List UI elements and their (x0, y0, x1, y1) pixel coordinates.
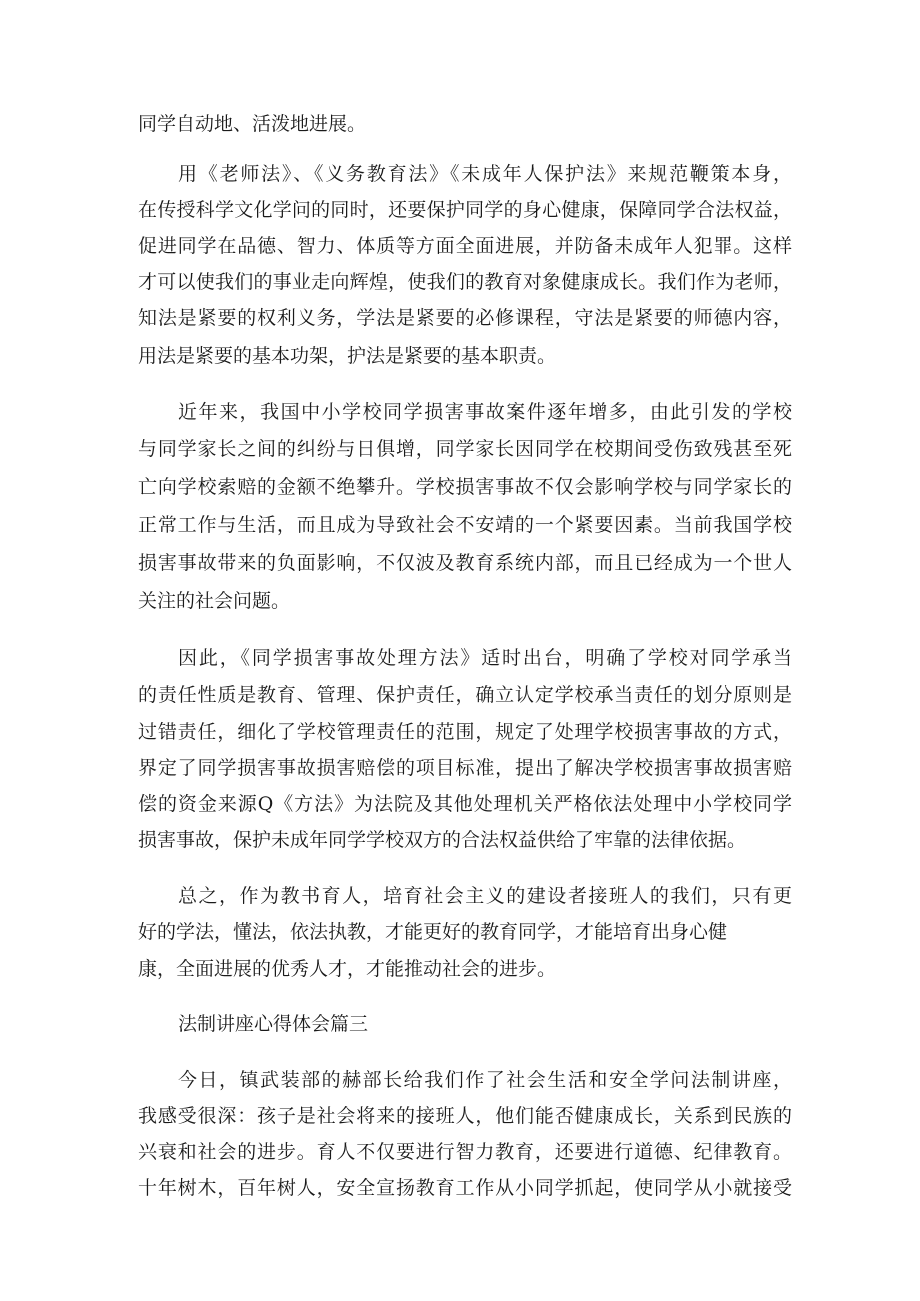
paragraph-line: 才可以使我们的事业走向辉煌，使我们的教育对象健康成长。我们作为老师， (138, 271, 792, 293)
paragraph-line: 界定了同学损害事故损害赔偿的项目标准，提出了解决学校损害事故损害赔 (138, 757, 792, 779)
paragraph-line: 的责任性质是教育、管理、保护责任，确立认定学校承当责任的划分原则是 (138, 684, 792, 706)
paragraph-line: 损害事故带来的负面影响，不仅波及教育系统内部，而且已经成为一个世人 (138, 552, 792, 574)
paragraph-line: 兴衰和社会的进步。育人不仅要进行智力教育，还要进行道德、纪律教育。 (138, 1141, 792, 1163)
paragraph-line: 偿的资金来源Q《方法》为法院及其他处理机关严格依法处理中小学校同学 (138, 793, 792, 815)
paragraph-line: 促进同学在品德、智力、体质等方面全面进展，并防备未成年人犯罪。这样 (138, 235, 792, 257)
paragraph-line: 总之，作为教书育人，培育社会主义的建设者接班人的我们，只有更 (178, 885, 792, 907)
paragraph-line: 与同学家长之间的纠纷与日俱增，同学家长因同学在校期间受伤致残甚至死 (138, 438, 792, 460)
paragraph-line: 用法是紧要的基本功架，护法是紧要的基本职责。 (138, 345, 557, 367)
paragraph-line: 同学自动地、活泼地进展。 (138, 113, 367, 135)
paragraph-line: 知法是紧要的权利义务，学法是紧要的必修课程，守法是紧要的师德内容， (138, 307, 792, 329)
paragraph-line: 过错责任，细化了学校管理责任的范围，规定了处理学校损害事故的方式， (138, 721, 792, 743)
paragraph-line: 亡向学校索赔的金额不绝攀升。学校损害事故不仅会影响学校与同学家长的 (138, 476, 792, 498)
paragraph-line: 十年树木，百年树人，安全宣扬教育工作从小同学抓起，使同学从小就接受 (138, 1177, 792, 1199)
section-heading: 法制讲座心得体会篇三 (178, 1013, 369, 1035)
paragraph-line: 好的学法，懂法，依法执教，才能更好的教育同学，才能培育出身心健 (138, 921, 728, 943)
paragraph-line: 近年来，我国中小学校同学损害事故案件逐年增多，由此引发的学校 (178, 401, 792, 423)
paragraph-line: 关注的社会问题。 (138, 590, 291, 612)
paragraph-line: 因此，《同学损害事故处理方法》适时出台，明确了学校对同学承当 (178, 647, 792, 669)
paragraph-line: 在传授科学文化学问的同时，还要保护同学的身心健康，保障同学合法权益， (138, 199, 792, 221)
paragraph-line: 康，全面进展的优秀人才，才能推动社会的进步。 (138, 958, 557, 980)
paragraph-line: 损害事故，保护未成年同学学校双方的合法权益供给了牢靠的法律依据。 (138, 829, 747, 851)
paragraph-line: 正常工作与生活，而且成为导致社会不安靖的一个紧要因素。当前我国学校 (138, 514, 792, 536)
paragraph-line: 今日，镇武装部的赫部长给我们作了社会生活和安全学问法制讲座， (178, 1069, 792, 1091)
paragraph-line: 用《老师法》、《义务教育法》《未成年人保护法》来规范鞭策本身， (178, 163, 792, 185)
paragraph-line: 我感受很深：孩子是社会将来的接班人，他们能否健康成长，关系到民族的 (138, 1105, 792, 1127)
